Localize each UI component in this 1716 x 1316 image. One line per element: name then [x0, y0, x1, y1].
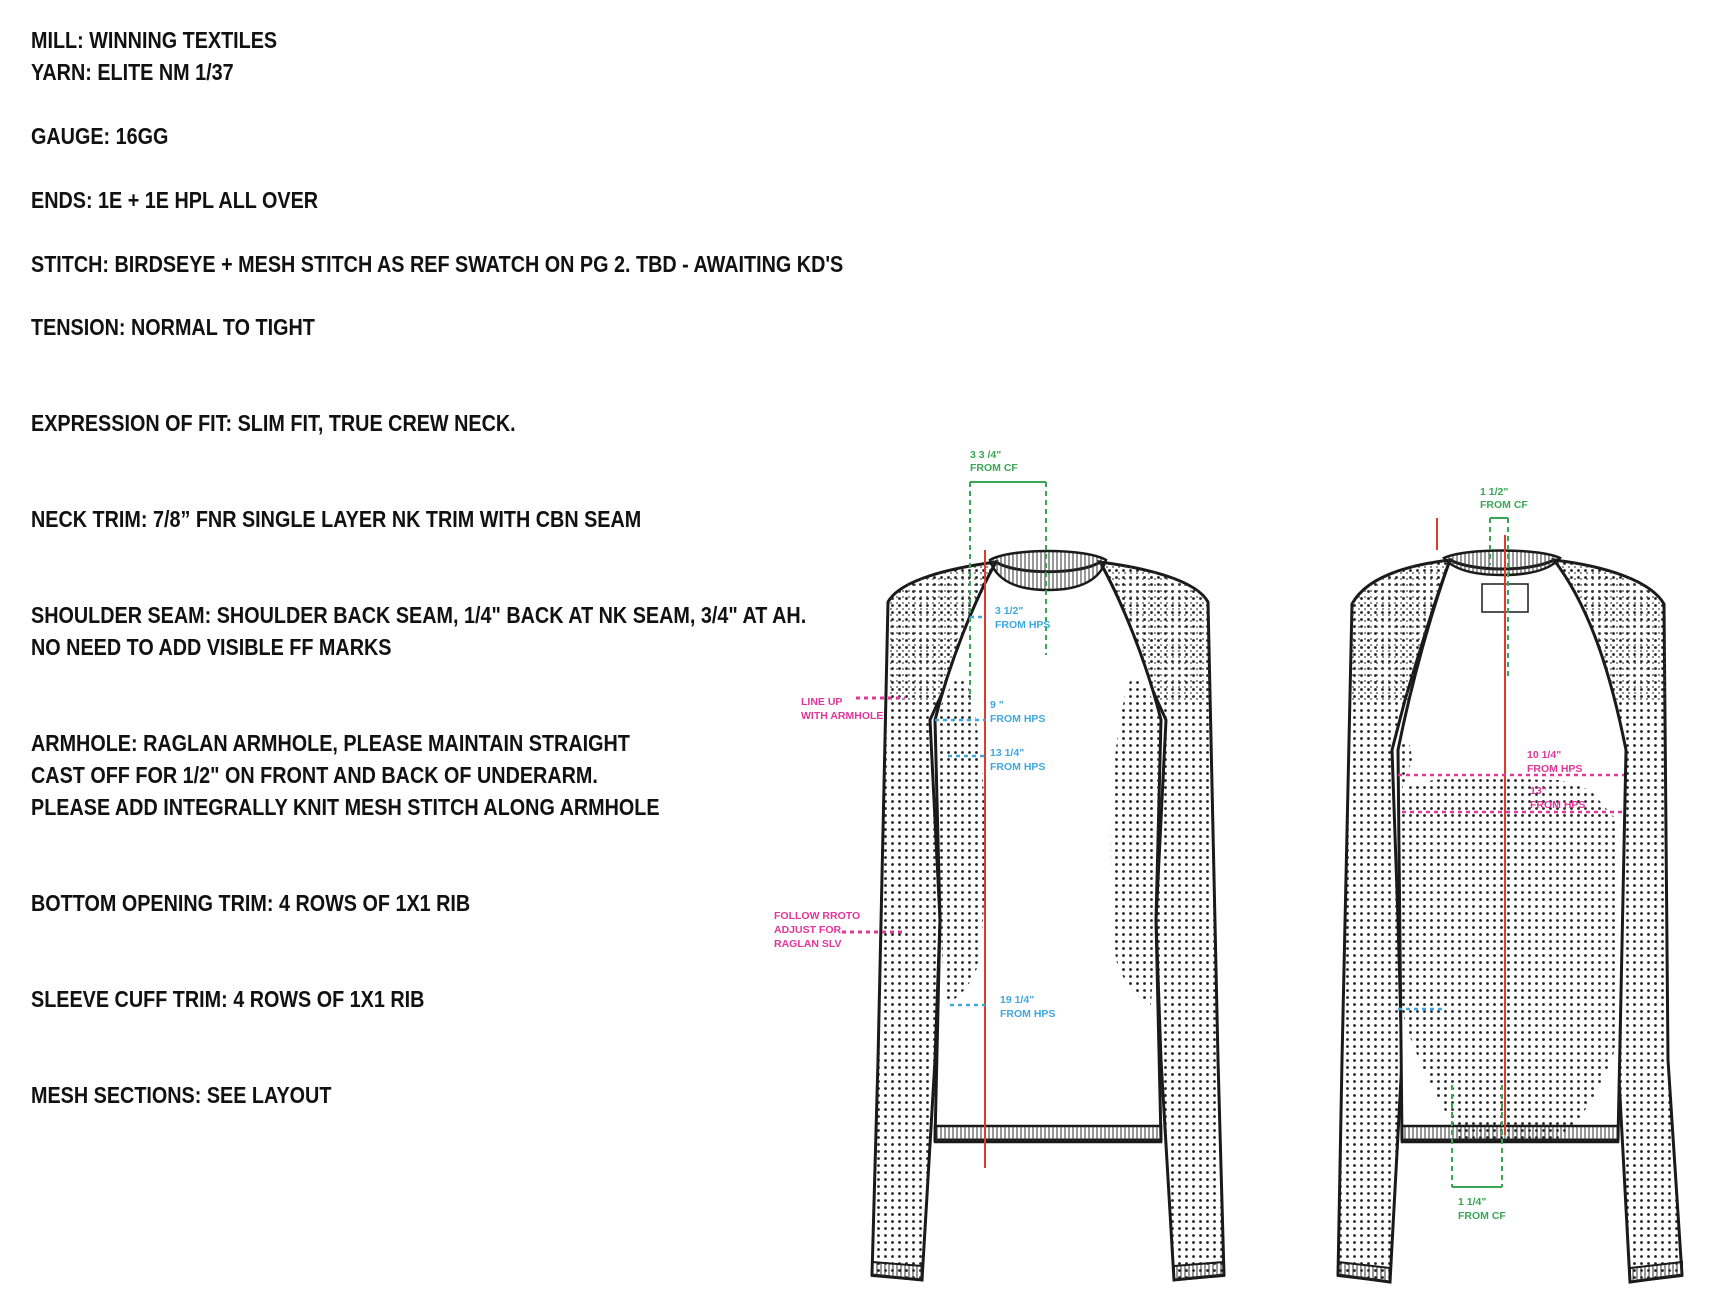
note-line: FROM HPS [990, 713, 1046, 725]
front-hem-rib [935, 1126, 1161, 1142]
front-right-cuff [1174, 1262, 1224, 1280]
spec-line: YARN: ELITE NM 1/37 [31, 59, 234, 85]
spec-line: NECK TRIM: 7/8” FNR SINGLE LAYER NK TRIM WITH CBN SEAM [31, 506, 642, 532]
note-line: 9 " [990, 699, 1004, 711]
spec-line: NO NEED TO ADD VISIBLE FF MARKS [31, 634, 392, 660]
note-line: RAGLAN SLV [774, 938, 842, 950]
note-line: FROM CF [1458, 1210, 1506, 1222]
note-line: FROM HPS [990, 761, 1046, 773]
spec-line: SLEEVE CUFF TRIM: 4 ROWS OF 1X1 RIB [31, 986, 425, 1012]
note-line: 19 1/4" [1000, 994, 1035, 1006]
note-line: 13" [1530, 785, 1547, 797]
back-view [1338, 486, 1682, 1282]
spec-line: ENDS: 1E + 1E HPL ALL OVER [31, 187, 319, 213]
spec-line: BOTTOM OPENING TRIM: 4 ROWS OF 1X1 RIB [31, 890, 471, 916]
back-note-cf-top [1480, 486, 1528, 511]
front-note-line-up [801, 696, 883, 722]
note-line: 10 1/4" [1527, 749, 1562, 761]
front-view [774, 449, 1224, 1280]
front-note-cf-width [970, 449, 1018, 474]
spec-line: GAUGE: 16GG [31, 123, 169, 149]
spec-line: SHOULDER SEAM: SHOULDER BACK SEAM, 1/4" BACK AT NK SEAM, 3/4" AT AH. [31, 602, 807, 628]
back-note-cf-bottom [1458, 1196, 1506, 1222]
note-line: FROM HPS [995, 619, 1051, 631]
front-left-cuff [872, 1262, 923, 1280]
note-line: LINE UP [801, 696, 843, 708]
note-line: FROM CF [970, 462, 1018, 474]
note-line: FROM HPS [1000, 1008, 1056, 1020]
note-line: ADJUST FOR [774, 924, 842, 936]
spec-line: MILL: WINNING TEXTILES [31, 27, 278, 53]
note-line: 3 3 /4" [970, 449, 1002, 461]
front-note-follow-proto [774, 910, 863, 950]
note-line: 3 1/2" [995, 605, 1024, 617]
back-center-mesh [1402, 778, 1618, 1141]
note-line: FROM HPS [1527, 763, 1583, 775]
spec-line: CAST OFF FOR 1/2" ON FRONT AND BACK OF UNDERARM. [31, 762, 598, 788]
spec-line: MESH SECTIONS: SEE LAYOUT [31, 1082, 332, 1108]
spec-line: ARMHOLE: RAGLAN ARMHOLE, PLEASE MAINTAIN STRAIGHT [31, 730, 630, 756]
note-line: 1 1/4" [1458, 1196, 1487, 1208]
back-hem-rib [1402, 1126, 1618, 1142]
note-line: FROM HPS [1530, 799, 1586, 811]
note-line: 1 1/2" [1480, 486, 1509, 498]
spec-line: TENSION: NORMAL TO TIGHT [31, 314, 315, 340]
note-line: FROM CF [1480, 499, 1528, 511]
spec-line: EXPRESSION OF FIT: SLIM FIT, TRUE CREW NECK. [31, 410, 516, 436]
spec-line: PLEASE ADD INTEGRALLY KNIT MESH STITCH ALONG ARMHOLE [31, 794, 660, 820]
note-line: FOLLOW RROTO [774, 910, 861, 922]
note-line: WITH ARMHOLE [801, 710, 884, 722]
spec-line: STITCH: BIRDSEYE + MESH STITCH AS REF SWATCH ON PG 2. TBD - AWAITING KD'S [31, 251, 844, 277]
note-line: 13 1/4" [990, 747, 1025, 759]
